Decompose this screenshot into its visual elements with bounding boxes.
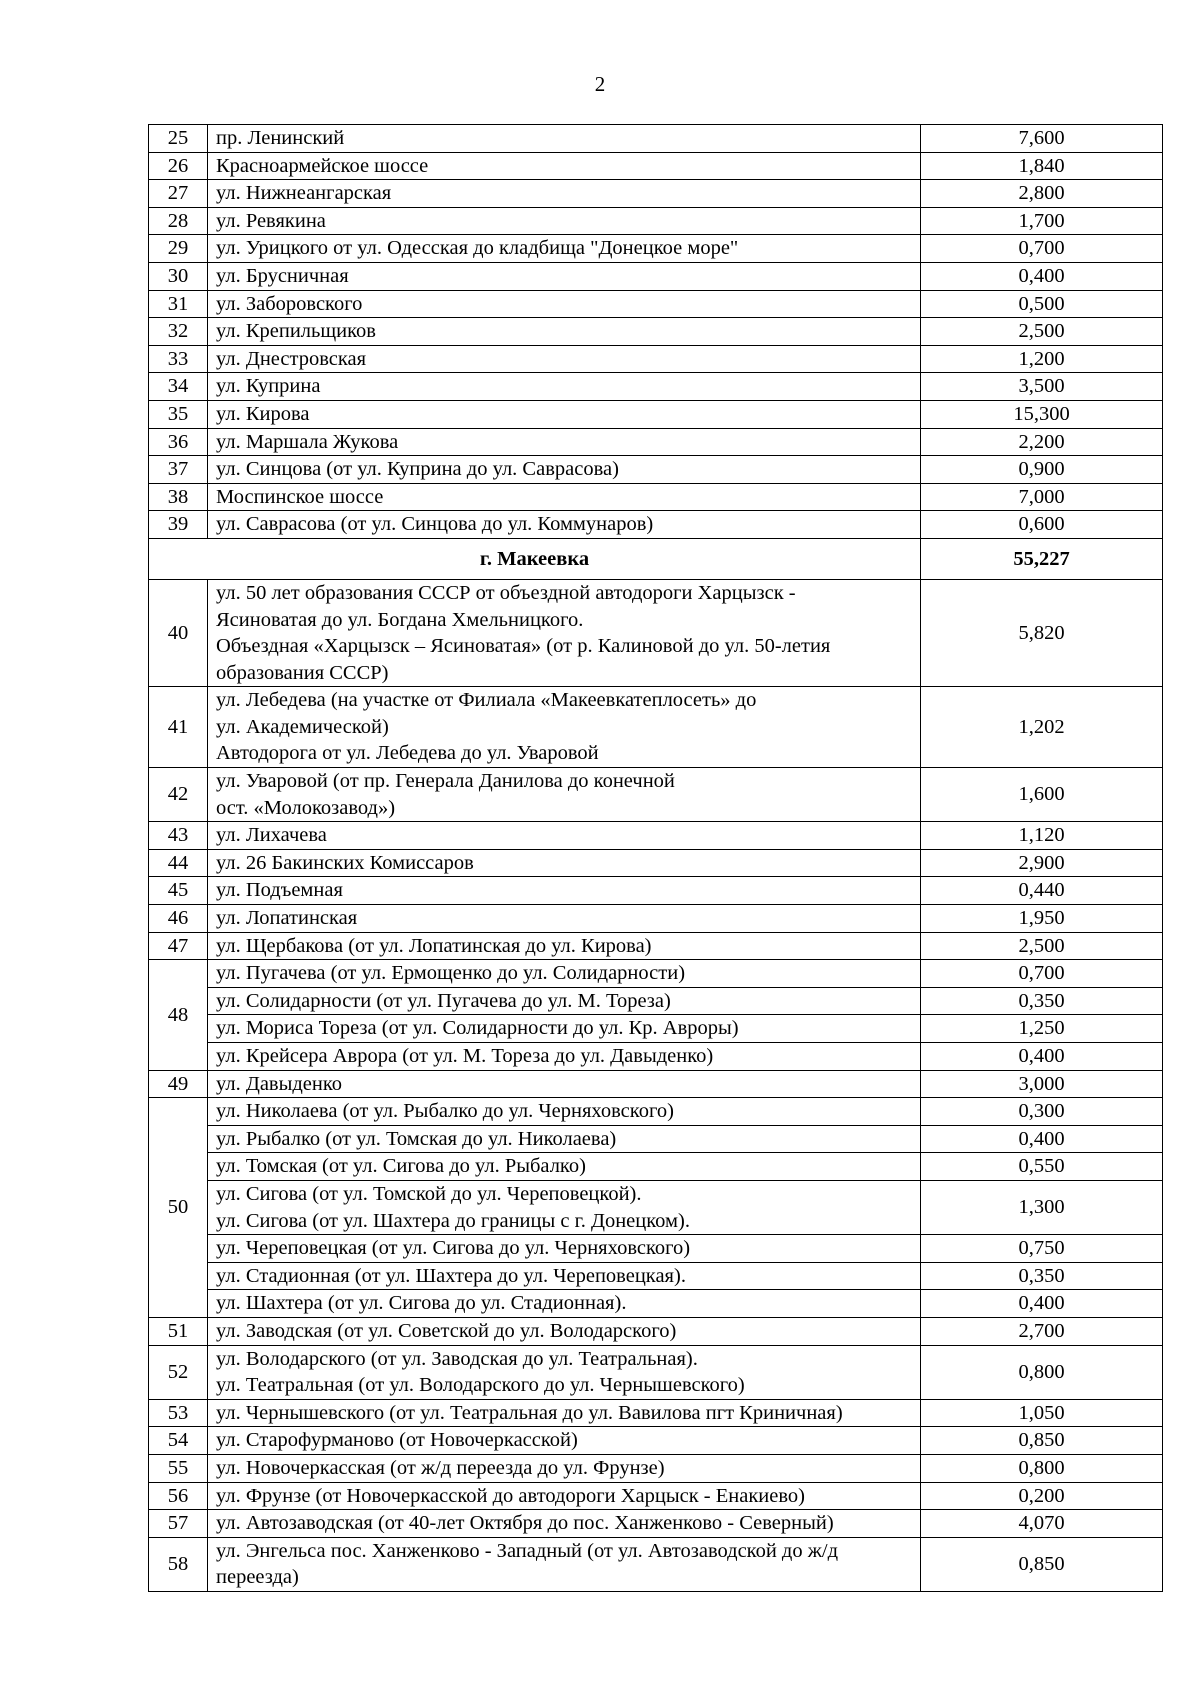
road-name [208,1153,921,1181]
road-length: 3,500 [921,373,1163,401]
row-number: 53 [149,1399,208,1427]
table-row [149,345,1163,373]
road-name [208,1070,921,1098]
road-length: 0,300 [921,1098,1163,1126]
road-name [208,1454,921,1482]
road-length: 2,900 [921,849,1163,877]
row-number: 58 [149,1537,208,1591]
road-name [208,483,921,511]
row-number: 44 [149,849,208,877]
road-name-line: ул. Сигова (от ул. Томской до ул. Череповецкой). [216,1182,642,1205]
road-name [208,1235,921,1263]
road-name-line: ул. Уваровой (от пр. Генерала Данилова до конечной [216,770,675,793]
road-name [208,1290,921,1318]
row-number: 37 [149,456,208,484]
row-number: 33 [149,345,208,373]
road-name [208,345,921,373]
road-length: 0,350 [921,987,1163,1015]
road-name [208,1510,921,1538]
road-name-line: пр. Ленинский [216,127,345,149]
table-row [149,932,1163,960]
row-number: 49 [149,1070,208,1098]
road-name [208,822,921,850]
table-row [149,1262,1163,1290]
road-name [208,1125,921,1153]
road-length: 7,000 [921,483,1163,511]
road-name-line: ул. Давыденко [216,1072,343,1095]
road-name-line: ул. Академической) [216,715,389,738]
table-row [149,1317,1163,1345]
page-number: 2 [594,72,606,96]
table-row [149,511,1163,539]
road-length: 1,202 [921,687,1163,768]
table-row [149,1153,1163,1181]
road-name-line: ул. 50 лет образования СССР от объездной автодороги Харцызск - [216,581,796,604]
road-name-line: ул. Саврасова (от ул. Синцова до ул. Коммунаров) [216,513,654,536]
road-name-line: ул. Сигова (от ул. Шахтера до границы с г. Донецком). [216,1209,690,1232]
road-length: 1,300 [921,1180,1163,1234]
row-number: 27 [149,180,208,208]
table-row [149,180,1163,208]
road-name [208,511,921,539]
road-name [208,125,921,153]
road-name-line: ул. Крепильщиков [216,320,376,343]
road-name [208,687,921,768]
table-row [149,905,1163,933]
road-length: 1,600 [921,768,1163,822]
road-name [208,400,921,428]
road-name-line: ул. Лопатинская [216,907,358,930]
table-row [149,1235,1163,1263]
row-number: 38 [149,483,208,511]
road-length: 0,750 [921,1235,1163,1263]
road-name-line: переезда) [216,1566,299,1589]
road-length: 2,700 [921,1317,1163,1345]
road-name [208,768,921,822]
road-length: 1,700 [921,207,1163,235]
road-name [208,1537,921,1591]
road-name [208,373,921,401]
road-name-line: ул. Новочеркасская (от ж/д переезда до ул. Фрунзе) [216,1456,665,1479]
road-name-line: ул. Театральная (от ул. Володарского до ул. Чернышевского) [216,1374,745,1397]
section-title: г. Макеевка [149,538,921,579]
table-row [149,987,1163,1015]
road-name [208,579,921,686]
table-row [149,1015,1163,1043]
road-name-line: ул. Урицкого от ул. Одесская до кладбища "Донецкое море" [216,237,739,260]
table-row [149,768,1163,822]
road-name-line: Объездная «Харцызск – Ясиноватая» (от р. Калиновой до ул. 50-летия [216,635,831,658]
road-name [208,1015,921,1043]
road-name-line: ул. Ревякина [216,209,326,232]
road-length: 0,700 [921,235,1163,263]
row-number: 45 [149,877,208,905]
table-row [149,687,1163,768]
road-name-line: ул. 26 Бакинских Комиссаров [216,851,474,874]
row-number: 25 [149,125,208,153]
road-name [208,1098,921,1126]
road-name [208,1345,921,1399]
road-name-line: ул. Кирова [216,402,310,425]
row-number: 50 [149,1098,208,1318]
road-name [208,318,921,346]
road-length: 0,400 [921,1290,1163,1318]
road-length: 1,250 [921,1015,1163,1043]
row-number: 54 [149,1427,208,1455]
road-name-line: ул. Фрунзе (от Новочеркасской до автодороги Харцыск - Енакиево) [216,1484,805,1507]
roads-table-body [149,125,1163,1592]
road-name-line: ул. Куприна [216,375,321,398]
road-name-line: ул. Череповецкая (от ул. Сигова до ул. Черняховского) [216,1237,691,1260]
road-name-line: образования СССР) [216,661,389,684]
road-name-line: ул. Синцова (от ул. Куприна до ул. Саврасова) [216,458,619,481]
road-name [208,960,921,988]
table-row [149,849,1163,877]
road-name-line: ул. Рыбалко (от ул. Томская до ул. Николаева) [216,1127,617,1150]
row-number: 46 [149,905,208,933]
road-name-line: ул. Нижнеангарская [216,182,392,205]
road-length: 7,600 [921,125,1163,153]
road-name [208,905,921,933]
road-length: 0,400 [921,262,1163,290]
road-length: 1,950 [921,905,1163,933]
table-row [149,1345,1163,1399]
road-name-line: ул. Мориса Тореза (от ул. Солидарности до ул. Кр. Авроры) [216,1017,739,1040]
road-name-line: ул. Подъемная [216,879,343,902]
road-name [208,849,921,877]
row-number: 30 [149,262,208,290]
table-row [149,1537,1163,1591]
road-name-line: ул. Старофурманово (от Новочеркасской) [216,1429,578,1452]
road-length: 3,000 [921,1070,1163,1098]
table-row [149,1043,1163,1071]
row-number: 43 [149,822,208,850]
row-number: 40 [149,579,208,686]
section-total-length: 55,227 [921,538,1163,579]
road-length: 2,500 [921,932,1163,960]
road-name [208,1399,921,1427]
road-length: 4,070 [921,1510,1163,1538]
row-number: 42 [149,768,208,822]
road-name-line: ул. Стадионная (от ул. Шахтера до ул. Череповецкая). [216,1264,686,1287]
table-row [149,1290,1163,1318]
road-name-line: ул. Солидарности (от ул. Пугачева до ул. М. Тореза) [216,989,671,1012]
table-row [149,822,1163,850]
row-number: 36 [149,428,208,456]
road-name [208,877,921,905]
roads-table [148,124,1163,1592]
row-number: 34 [149,373,208,401]
road-name-line: ул. Маршала Жукова [216,430,399,453]
table-row [149,1482,1163,1510]
row-number: 56 [149,1482,208,1510]
road-length: 2,200 [921,428,1163,456]
road-name-line: Ясиноватая до ул. Богдана Хмельницкого. [216,608,584,631]
road-name-line: ул. Николаева (от ул. Рыбалко до ул. Черняховского) [216,1100,674,1123]
road-name-line: ул. Томская (от ул. Сигова до ул. Рыбалко) [216,1155,586,1178]
road-length: 0,700 [921,960,1163,988]
road-name [208,1427,921,1455]
road-length: 0,600 [921,511,1163,539]
road-name [208,235,921,263]
table-row [149,1399,1163,1427]
table-row [149,1427,1163,1455]
road-length: 2,800 [921,180,1163,208]
road-name-line: Автодорога от ул. Лебедева до ул. Уваровой [216,742,599,765]
road-name-line: Красноармейское шоссе [216,154,429,177]
table-row [149,1180,1163,1234]
table-row [149,373,1163,401]
road-length: 1,200 [921,345,1163,373]
road-name [208,290,921,318]
road-name-line: ул. Автозаводская (от 40-лет Октября до пос. Ханженково - Северный) [216,1512,834,1535]
table-row [149,1070,1163,1098]
road-length: 0,400 [921,1125,1163,1153]
road-length: 0,440 [921,877,1163,905]
road-name [208,207,921,235]
row-number: 55 [149,1454,208,1482]
table-row [149,428,1163,456]
table-row [149,1125,1163,1153]
row-number: 41 [149,687,208,768]
road-name [208,428,921,456]
table-row [149,579,1163,686]
table-row [149,152,1163,180]
road-length: 0,800 [921,1454,1163,1482]
section-row [149,538,1163,579]
road-name [208,1043,921,1071]
road-length: 1,840 [921,152,1163,180]
road-name [208,987,921,1015]
row-number: 26 [149,152,208,180]
road-length: 1,050 [921,1399,1163,1427]
table-row [149,877,1163,905]
row-number: 52 [149,1345,208,1399]
road-name [208,262,921,290]
road-name-line: ул. Володарского (от ул. Заводская до ул. Театральная). [216,1347,698,1370]
road-length: 5,820 [921,579,1163,686]
road-name-line: ул. Пугачева (от ул. Ермощенко до ул. Солидарности) [216,962,686,985]
road-length: 15,300 [921,400,1163,428]
road-length: 0,500 [921,290,1163,318]
table-row [149,483,1163,511]
road-name-line: ул. Лихачева [216,824,327,847]
road-name-line: ул. Шахтера (от ул. Сигова до ул. Стадионная). [216,1292,627,1315]
row-number: 48 [149,960,208,1070]
road-length: 0,550 [921,1153,1163,1181]
table-row [149,318,1163,346]
table-row [149,456,1163,484]
road-length: 2,500 [921,318,1163,346]
road-name [208,456,921,484]
road-length: 0,400 [921,1043,1163,1071]
road-length: 0,900 [921,456,1163,484]
road-length: 0,850 [921,1537,1163,1591]
row-number: 51 [149,1317,208,1345]
road-name-line: ул. Чернышевского (от ул. Театральная до ул. Вавилова пгт Криничная) [216,1401,843,1424]
road-name-line: ул. Лебедева (на участке от Филиала «Макеевкатеплосеть» до [216,689,757,712]
road-name [208,152,921,180]
road-name-line: ул. Щербакова (от ул. Лопатинская до ул. Кирова) [216,934,652,957]
road-name-line: ул. Заборовского [216,292,363,315]
row-number: 35 [149,400,208,428]
table-row [149,960,1163,988]
table-row [149,125,1163,153]
table-row [149,207,1163,235]
road-name [208,1482,921,1510]
table-row [149,1098,1163,1126]
row-number: 32 [149,318,208,346]
road-name [208,932,921,960]
row-number: 28 [149,207,208,235]
table-row [149,262,1163,290]
road-name-line: ул. Крейсера Аврора (от ул. М. Тореза до ул. Давыденко) [216,1045,714,1067]
table-row [149,400,1163,428]
row-number: 47 [149,932,208,960]
table-row [149,235,1163,263]
road-length: 0,350 [921,1262,1163,1290]
road-name [208,1317,921,1345]
road-name [208,180,921,208]
table-row [149,290,1163,318]
row-number: 57 [149,1510,208,1538]
row-number: 29 [149,235,208,263]
road-length: 0,800 [921,1345,1163,1399]
road-name [208,1262,921,1290]
table-row [149,1454,1163,1482]
road-name-line: ул. Брусничная [216,264,349,287]
road-length: 0,200 [921,1482,1163,1510]
road-name-line: Моспинское шоссе [216,485,384,508]
road-name-line: ул. Днестровская [216,347,367,370]
row-number: 39 [149,511,208,539]
road-name-line: ост. «Молокозавод») [216,796,396,819]
road-name [208,1180,921,1234]
table-row [149,1510,1163,1538]
road-name-line: ул. Энгельса пос. Ханженково - Западный (от ул. Автозаводской до ж/д [216,1539,839,1562]
row-number: 31 [149,290,208,318]
road-length: 1,120 [921,822,1163,850]
road-length: 0,850 [921,1427,1163,1455]
road-name-line: ул. Заводская (от ул. Советской до ул. Володарского) [216,1319,677,1342]
